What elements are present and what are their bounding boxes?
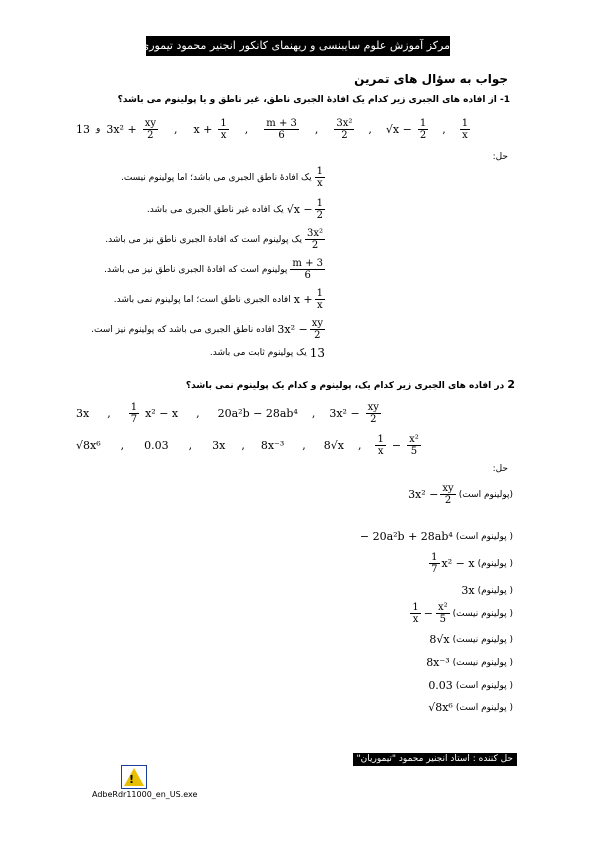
separator: , bbox=[196, 406, 200, 420]
expr-x-plus: x + bbox=[193, 122, 213, 136]
expr-8-sqrt-x: 8√x bbox=[323, 438, 344, 452]
author-footer: حل کننده : استاد انجنیر محمود "تیموریان" bbox=[353, 753, 518, 766]
question-2 bbox=[186, 378, 515, 391]
expr-and: و bbox=[96, 124, 101, 134]
question-2-expressions-row-1 bbox=[76, 398, 381, 428]
warning-exclamation-icon: ! bbox=[129, 773, 135, 786]
separator: , bbox=[442, 122, 446, 136]
solution-1-line-d bbox=[104, 258, 325, 281]
fraction-1-7: $\frac{1}{7}$ bbox=[130, 401, 138, 425]
fraction-xy-2: $\frac{xy}{2}$ bbox=[144, 117, 156, 141]
expr-003: 0.03 bbox=[144, 438, 169, 452]
separator: , bbox=[302, 438, 306, 452]
expr-3x: 3x bbox=[76, 406, 90, 420]
fraction-m3-6: $\frac{m + 3}{6}$ bbox=[292, 258, 323, 281]
math-expression: 3x² − $\frac{xy}{2}$ bbox=[277, 318, 323, 341]
solution-text: ( پولینوم نیست) bbox=[452, 657, 513, 668]
question-1-expressions bbox=[76, 113, 469, 145]
separator: , bbox=[311, 406, 316, 420]
expr-20a2b: 20a²b − 28ab⁴ bbox=[217, 406, 298, 420]
solution-1-line-c bbox=[105, 228, 325, 251]
separator: , bbox=[314, 122, 319, 136]
header-banner: مرکز آموزش علوم سایبنسی و ریهنمای کانکور انجنیر محمود تیموری bbox=[146, 36, 450, 56]
question-1-text: از افاده های الجبری زیر کدام یک افادۀ الجبری ناطق، غیر ناطق و یا پولینوم می باشد؟ bbox=[117, 95, 497, 105]
solution-label-2: حل: bbox=[492, 464, 508, 474]
expr-13: 13 bbox=[76, 122, 90, 136]
question-2-text: در افاده های الجبری زیر کدام یک، پولینوم و کدام یک پولینوم نمی باشد؟ bbox=[185, 381, 505, 391]
math-expression: − 20a²b + 28ab⁴ bbox=[359, 530, 453, 543]
math-expression: 3x² − $\frac{xy}{2}$ bbox=[408, 483, 454, 506]
separator: , bbox=[368, 122, 372, 136]
solution-text: ( پولینوم) bbox=[477, 585, 513, 596]
expr-3x2: 3x² + bbox=[106, 122, 137, 136]
solution-2-line-h bbox=[428, 679, 513, 692]
math-expression: 0.03 bbox=[428, 679, 453, 692]
expr-sqrt-x: √x − bbox=[385, 122, 412, 136]
solution-label-1: حل: bbox=[492, 152, 508, 162]
separator: , bbox=[120, 438, 125, 452]
solution-text: ( پولینوم است) bbox=[455, 680, 513, 691]
question-2-expressions-row-2 bbox=[76, 430, 421, 460]
solution-text: ( پولینوم نیست) bbox=[452, 608, 513, 619]
solution-text: یک پولینوم ثابت می باشد. bbox=[209, 348, 307, 358]
solution-text: ( پولینوم است) bbox=[455, 531, 513, 542]
fraction-xy-2: $\frac{xy}{2}$ bbox=[367, 401, 379, 425]
solution-2-line-i bbox=[428, 701, 513, 714]
math-expression: $\frac{1}{7}$ x² − x bbox=[431, 552, 475, 575]
expr-3x2-minus: 3x² − bbox=[329, 406, 360, 420]
solution-1-line-f bbox=[91, 318, 325, 341]
solution-text: یک افادۀ ناطق الجبری می باشد؛ اما پولینوم نیست. bbox=[120, 172, 312, 183]
fraction-x2-5: $\frac{\text{x²}}{5}$ bbox=[409, 433, 419, 457]
separator: , bbox=[244, 122, 249, 136]
solution-text: ( پولینوم نیست) bbox=[452, 634, 513, 645]
math-expression: √x − $\frac{1}{2}$ bbox=[286, 198, 323, 221]
solution-text: افاده الجبری ناطق است؛ اما پولینوم نمی باشد. bbox=[113, 294, 291, 305]
expr-3x: 3x bbox=[212, 438, 226, 452]
solution-text: افاده ناطق الجبری می باشد که پولینوم نیز است. bbox=[91, 324, 275, 335]
solution-2-line-c bbox=[429, 552, 513, 575]
solution-text: ( پولینوم) bbox=[477, 558, 513, 569]
math-expression: 8√x bbox=[429, 633, 450, 646]
fraction-1-x: $\frac{1}{x}$ bbox=[377, 433, 384, 457]
solution-text: ( پولینوم است) bbox=[455, 702, 513, 713]
fraction-1-x-last: $\frac{1}{x}$ bbox=[461, 117, 469, 141]
math-expression: 3x bbox=[461, 584, 475, 597]
shortcut-label[interactable]: AdbeRdr11000_en_US.exe bbox=[92, 790, 198, 799]
math-expression: 8x⁻³ bbox=[426, 656, 450, 669]
math-expression: $\frac{1}{x}$ − $\frac{\text{x²}}{5}$ bbox=[412, 602, 448, 625]
math-expression: 13 bbox=[309, 346, 325, 360]
math-expression: x + $\frac{1}{x}$ bbox=[293, 288, 323, 311]
expr-8x-neg3: 8x⁻³ bbox=[260, 438, 285, 452]
solution-2-line-e bbox=[410, 602, 513, 625]
solution-2-line-f bbox=[429, 633, 513, 646]
minus-sign: − bbox=[391, 438, 402, 452]
solution-text: (پولینوم است) bbox=[458, 489, 513, 500]
math-expression: √8x⁶ bbox=[428, 701, 453, 714]
separator: , bbox=[188, 438, 193, 452]
expr-x2-minus-x: x² − x bbox=[145, 406, 179, 420]
fraction-3x2-2: $\frac{\text{3x²}}{2}$ bbox=[306, 228, 323, 251]
fraction-3x2-2: $\frac{\text{3x²}}{2}$ bbox=[336, 117, 353, 141]
solution-1-line-g bbox=[210, 346, 325, 360]
question-2-number: 2 bbox=[507, 378, 515, 391]
solution-1-line-b bbox=[147, 198, 325, 221]
solution-1-line-a bbox=[121, 166, 325, 189]
question-1-number: 1- bbox=[499, 95, 510, 105]
solution-2-line-a bbox=[408, 483, 513, 506]
solution-2-line-b bbox=[360, 530, 513, 543]
fraction-1-x: $\frac{1}{x}$ bbox=[316, 166, 323, 189]
solution-text: یک افاده غیر ناطق الجبری می باشد. bbox=[146, 204, 284, 215]
solution-text: پولینوم است که افادۀ الجبری ناطق نیز می باشد. bbox=[104, 264, 288, 275]
section-title: جواب به سؤال های تمرین bbox=[354, 72, 508, 86]
solution-2-line-d bbox=[461, 584, 513, 597]
expr-sqrt-8x6: √8x⁶ bbox=[76, 438, 101, 452]
solution-text: یک پولینوم است که افادۀ الجبری ناطق نیز می باشد. bbox=[105, 234, 302, 245]
separator: , bbox=[357, 438, 362, 452]
fraction-m3-6: $\frac{m + 3}{6}$ bbox=[266, 117, 297, 141]
question-1 bbox=[118, 95, 510, 105]
solution-2-line-g bbox=[426, 656, 513, 669]
solution-1-line-e bbox=[114, 288, 325, 311]
separator: , bbox=[241, 438, 245, 452]
separator: , bbox=[173, 122, 178, 136]
fraction-1-2: $\frac{1}{2}$ bbox=[419, 117, 427, 141]
fraction-1-x: $\frac{1}{x}$ bbox=[220, 117, 227, 141]
separator: , bbox=[107, 406, 111, 420]
